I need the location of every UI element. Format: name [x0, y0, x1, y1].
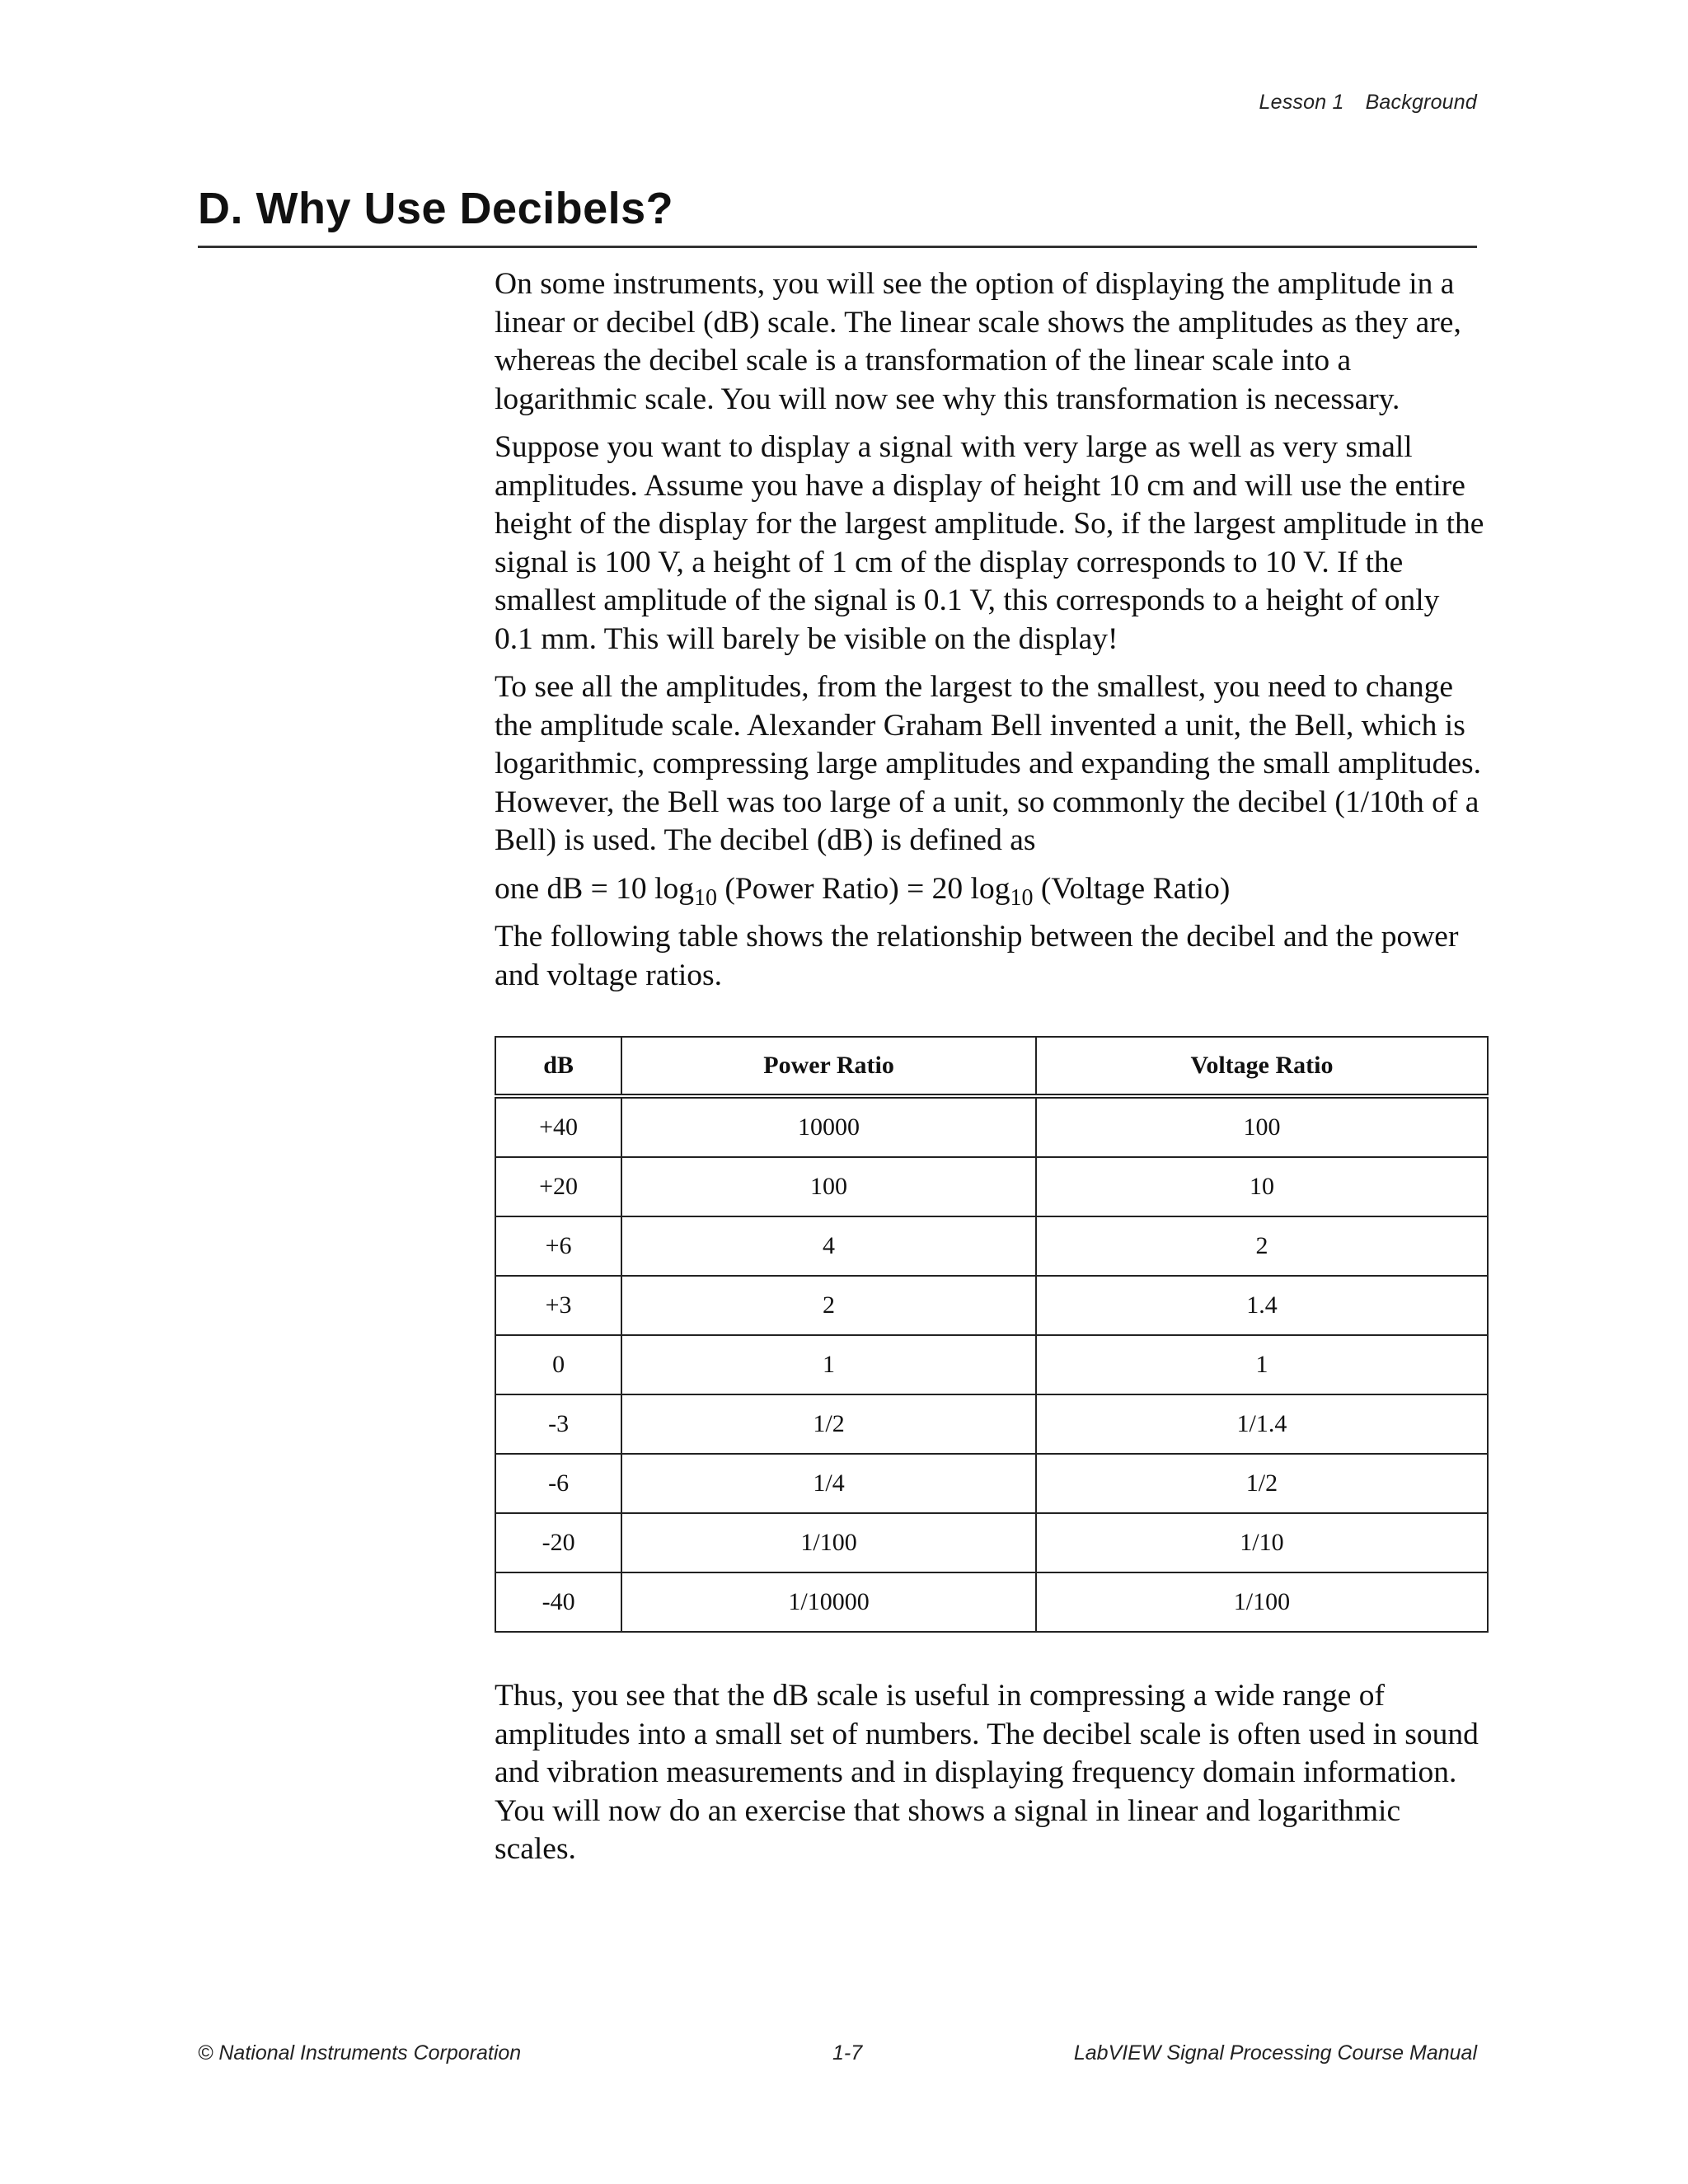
table-header-row: [495, 1037, 1488, 1096]
running-header: [1259, 91, 1477, 115]
cell-power-ratio: 10000: [621, 1096, 1036, 1157]
table-row: [495, 1157, 1488, 1216]
table-row: [495, 1335, 1488, 1394]
table-row: [495, 1216, 1488, 1276]
cell-db: 0: [495, 1335, 621, 1394]
formula-part-2: (Power Ratio) = 20 log: [716, 871, 1010, 906]
table-row: [495, 1572, 1488, 1632]
decibel-formula: [495, 870, 1485, 909]
cell-db: +40: [495, 1096, 621, 1157]
header-voltage-ratio: Voltage Ratio: [1036, 1037, 1488, 1096]
section-title: D. Why Use Decibels?: [198, 183, 1477, 248]
table-row: [495, 1276, 1488, 1335]
formula-subscript-1: 10: [693, 884, 717, 911]
cell-voltage-ratio: 1.4: [1036, 1276, 1488, 1335]
cell-power-ratio: 1/4: [621, 1454, 1036, 1513]
cell-voltage-ratio: 1: [1036, 1335, 1488, 1394]
header-db: dB: [495, 1037, 621, 1096]
cell-voltage-ratio: 100: [1036, 1096, 1488, 1157]
table-row: [495, 1513, 1488, 1572]
cell-db: +3: [495, 1276, 621, 1335]
formula-part-1: one dB = 10 log: [495, 871, 694, 906]
closing-paragraph: Thus, you see that the dB scale is useful in compressing a wide range of amplitudes into a small set of numbers. The decibel scale is often used in sound and vibration measurements and in displaying frequency domain information. You will now do an exercise that shows a signal in linear and logarithmic scales.: [495, 1679, 1479, 1866]
formula-part-3: (Voltage Ratio): [1033, 871, 1231, 906]
decibel-table: [495, 1036, 1489, 1633]
paragraph-2: Suppose you want to display a signal with very large as well as very small amplitudes. Assume you have a display of height 10 cm and will use the entire height of the display for the largest amplitude. So, if the largest amplitude in the signal is 100 V, a height of 1 cm of the display corresponds to 10 V. If the smallest amplitude of the signal is 0.1 V, this corresponds to a height of only 0.1 mm. This will barely be visible on the display!: [495, 430, 1484, 656]
cell-voltage-ratio: 10: [1036, 1157, 1488, 1216]
cell-voltage-ratio: 1/1.4: [1036, 1394, 1488, 1454]
header-power-ratio: Power Ratio: [621, 1037, 1036, 1096]
paragraph-3: To see all the amplitudes, from the largest to the smallest, you need to change the amplitude scale. Alexander Graham Bell invented a unit, the Bell, which is logarithmic, compressing large amplitudes and expanding the small amplitudes. However, the Bell was too large of a unit, so commonly the decibel (1/10th of a Bell) is used. The decibel (dB) is defined as: [495, 670, 1481, 857]
cell-db: +20: [495, 1157, 621, 1216]
cell-power-ratio: 1/100: [621, 1513, 1036, 1572]
header-section: Background: [1365, 91, 1477, 114]
cell-db: -20: [495, 1513, 621, 1572]
body-text: [495, 265, 1485, 1879]
table-row: [495, 1394, 1488, 1454]
footer-manual-title: LabVIEW Signal Processing Course Manual: [1073, 2041, 1477, 2064]
cell-voltage-ratio: 2: [1036, 1216, 1488, 1276]
footer-copyright: © National Instruments Corporation: [198, 2041, 522, 2064]
cell-db: -3: [495, 1394, 621, 1454]
cell-power-ratio: 1: [621, 1335, 1036, 1394]
cell-power-ratio: 4: [621, 1216, 1036, 1276]
cell-voltage-ratio: 1/2: [1036, 1454, 1488, 1513]
cell-power-ratio: 1/2: [621, 1394, 1036, 1454]
cell-voltage-ratio: 1/100: [1036, 1572, 1488, 1632]
header-lesson: Lesson 1: [1259, 91, 1344, 114]
cell-db: -40: [495, 1572, 621, 1632]
table-row: [495, 1454, 1488, 1513]
cell-power-ratio: 100: [621, 1157, 1036, 1216]
cell-voltage-ratio: 1/10: [1036, 1513, 1488, 1572]
table-row: [495, 1096, 1488, 1157]
paragraph-1: On some instruments, you will see the option of displaying the amplitude in a linear or decibel (dB) scale. The linear scale shows the amplitudes as they are, whereas the decibel scale is a transformation of the linear scale into a logarithmic scale. You will now see why this transformation is necessary.: [495, 267, 1461, 416]
formula-subscript-2: 10: [1010, 884, 1034, 911]
cell-power-ratio: 1/10000: [621, 1572, 1036, 1632]
table-intro: The following table shows the relationship between the decibel and the power and voltage ratios.: [495, 920, 1459, 992]
cell-power-ratio: 2: [621, 1276, 1036, 1335]
cell-db: -6: [495, 1454, 621, 1513]
footer-page-number: 1-7: [832, 2041, 863, 2064]
cell-db: +6: [495, 1216, 621, 1276]
